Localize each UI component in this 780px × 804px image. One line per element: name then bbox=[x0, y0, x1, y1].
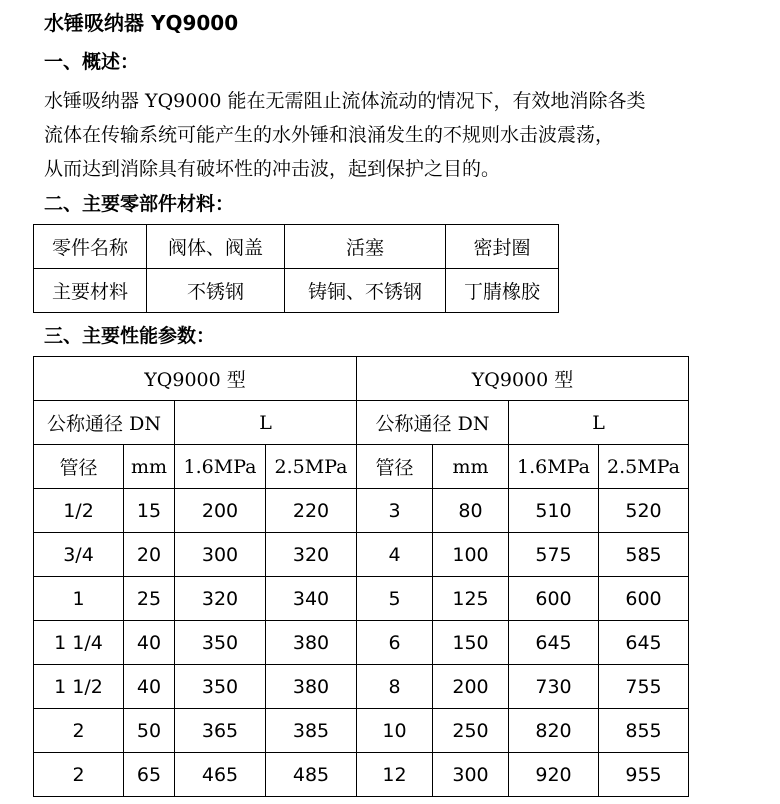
document-title: 水锤吸纳器 YQ9000 bbox=[44, 11, 239, 35]
table-row bbox=[34, 533, 689, 577]
col-header-mm: mm bbox=[124, 445, 175, 489]
table-cell: 20 bbox=[124, 533, 175, 577]
section-performance-heading: 三、主要性能参数： bbox=[44, 325, 216, 347]
table-cell: 600 bbox=[599, 577, 689, 621]
model-header-left: YQ9000 型 bbox=[34, 357, 357, 401]
table-row bbox=[34, 709, 689, 753]
col-header-pressure-2: 2.5MPa bbox=[599, 445, 689, 489]
table-cell: 密封圈 bbox=[446, 225, 559, 269]
table-cell: 955 bbox=[599, 753, 689, 797]
table-cell: 主要材料 bbox=[34, 269, 147, 313]
table-cell: 200 bbox=[433, 665, 509, 709]
model-header-right: YQ9000 型 bbox=[357, 357, 689, 401]
table-cell: 340 bbox=[266, 577, 357, 621]
table-cell: 200 bbox=[175, 489, 266, 533]
col-header-pressure-1: 1.6MPa bbox=[175, 445, 266, 489]
table-cell: 4 bbox=[357, 533, 433, 577]
table-cell: 465 bbox=[175, 753, 266, 797]
table-cell: 510 bbox=[509, 489, 599, 533]
table-cell: 12 bbox=[357, 753, 433, 797]
table-row bbox=[34, 753, 689, 797]
table-cell: 485 bbox=[266, 753, 357, 797]
table-cell: 1 1/2 bbox=[34, 665, 124, 709]
col-header-mm: mm bbox=[433, 445, 509, 489]
table-cell: 65 bbox=[124, 753, 175, 797]
table-cell: 3 bbox=[357, 489, 433, 533]
table-cell: 585 bbox=[599, 533, 689, 577]
table-row bbox=[34, 225, 559, 269]
table-cell: 2 bbox=[34, 709, 124, 753]
table-cell: 320 bbox=[266, 533, 357, 577]
dn-header-right: 公称通径 DN bbox=[357, 401, 509, 445]
table-cell: 600 bbox=[509, 577, 599, 621]
col-header-pipe: 管径 bbox=[34, 445, 124, 489]
table-cell: 855 bbox=[599, 709, 689, 753]
table-cell: 1/2 bbox=[34, 489, 124, 533]
table-row bbox=[34, 401, 689, 445]
overview-line: 从而达到消除具有破坏性的冲击波，起到保护之目的。 bbox=[44, 158, 501, 180]
col-header-pressure-2: 2.5MPa bbox=[266, 445, 357, 489]
table-row bbox=[34, 269, 559, 313]
table-cell: 300 bbox=[175, 533, 266, 577]
table-row bbox=[34, 357, 689, 401]
overview-paragraph bbox=[44, 84, 764, 186]
table-cell: 320 bbox=[175, 577, 266, 621]
table-row bbox=[34, 489, 689, 533]
table-cell: 820 bbox=[509, 709, 599, 753]
overview-line: 水锤吸纳器 YQ9000 能在无需阻止流体流动的情况下，有效地消除各类 bbox=[44, 90, 646, 112]
dn-header-left: 公称通径 DN bbox=[34, 401, 175, 445]
table-cell: 40 bbox=[124, 621, 175, 665]
table-cell: 15 bbox=[124, 489, 175, 533]
table-cell: 645 bbox=[599, 621, 689, 665]
table-cell: 365 bbox=[175, 709, 266, 753]
table-cell: 6 bbox=[357, 621, 433, 665]
table-row bbox=[34, 445, 689, 489]
table-cell: 8 bbox=[357, 665, 433, 709]
table-cell: 100 bbox=[433, 533, 509, 577]
table-cell: 5 bbox=[357, 577, 433, 621]
materials-table bbox=[33, 224, 559, 313]
table-cell: 385 bbox=[266, 709, 357, 753]
section-overview-heading: 一、概述： bbox=[44, 51, 140, 73]
table-cell: 520 bbox=[599, 489, 689, 533]
table-cell: 丁腈橡胶 bbox=[446, 269, 559, 313]
table-cell: 1 1/4 bbox=[34, 621, 124, 665]
table-cell: 150 bbox=[433, 621, 509, 665]
table-cell: 645 bbox=[509, 621, 599, 665]
table-cell: 零件名称 bbox=[34, 225, 147, 269]
col-header-pipe: 管径 bbox=[357, 445, 433, 489]
table-cell: 575 bbox=[509, 533, 599, 577]
section-materials-heading: 二、主要零部件材料： bbox=[44, 193, 235, 215]
table-cell: 380 bbox=[266, 621, 357, 665]
table-cell: 铸铜、不锈钢 bbox=[285, 269, 446, 313]
table-cell: 350 bbox=[175, 665, 266, 709]
table-cell: 50 bbox=[124, 709, 175, 753]
table-cell: 活塞 bbox=[285, 225, 446, 269]
table-cell: 730 bbox=[509, 665, 599, 709]
l-header-right: L bbox=[509, 401, 689, 445]
table-cell: 1 bbox=[34, 577, 124, 621]
table-cell: 40 bbox=[124, 665, 175, 709]
table-row bbox=[34, 665, 689, 709]
table-row bbox=[34, 621, 689, 665]
performance-table bbox=[33, 356, 689, 797]
table-cell: 80 bbox=[433, 489, 509, 533]
table-row bbox=[34, 577, 689, 621]
overview-line: 流体在传输系统可能产生的水外锤和浪涌发生的不规则水击波震荡， bbox=[44, 124, 615, 146]
table-cell: 920 bbox=[509, 753, 599, 797]
table-cell: 380 bbox=[266, 665, 357, 709]
table-cell: 350 bbox=[175, 621, 266, 665]
table-cell: 不锈钢 bbox=[147, 269, 285, 313]
table-cell: 25 bbox=[124, 577, 175, 621]
table-cell: 3/4 bbox=[34, 533, 124, 577]
l-header-left: L bbox=[175, 401, 357, 445]
table-cell: 220 bbox=[266, 489, 357, 533]
table-cell: 10 bbox=[357, 709, 433, 753]
table-cell: 125 bbox=[433, 577, 509, 621]
col-header-pressure-1: 1.6MPa bbox=[509, 445, 599, 489]
performance-rows bbox=[34, 489, 689, 797]
table-cell: 阀体、阀盖 bbox=[147, 225, 285, 269]
table-cell: 250 bbox=[433, 709, 509, 753]
table-cell: 300 bbox=[433, 753, 509, 797]
table-cell: 755 bbox=[599, 665, 689, 709]
table-cell: 2 bbox=[34, 753, 124, 797]
